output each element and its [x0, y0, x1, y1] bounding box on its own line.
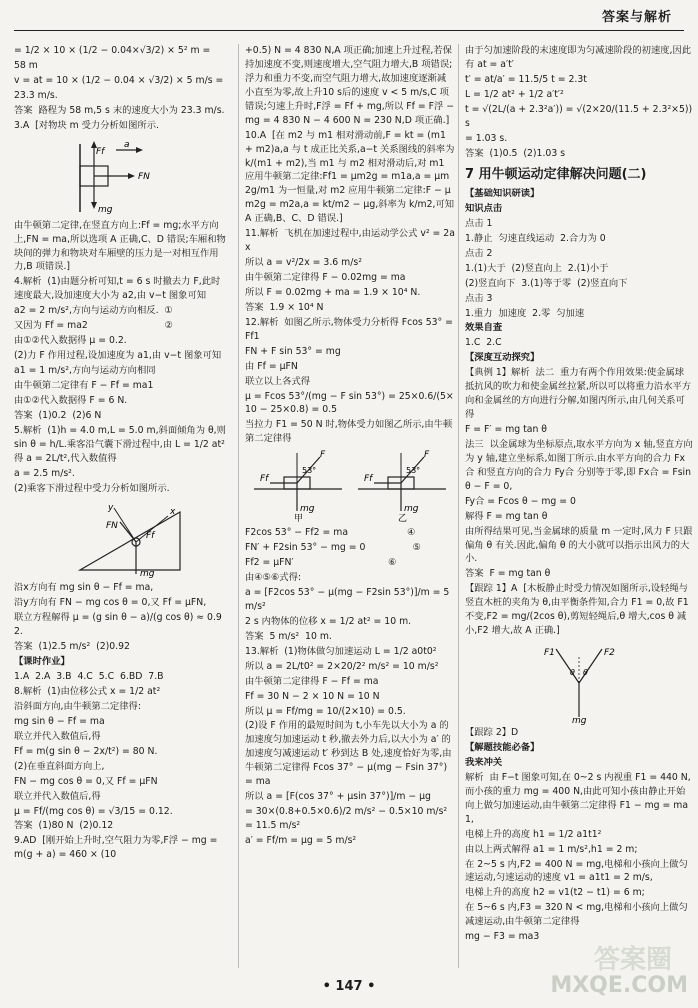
text-line: 所以 a = [F(cos 37° + μsin 37°)]/m − μg [245, 791, 431, 803]
text-line: = 1.03 s. [465, 132, 508, 144]
label-y: y [108, 503, 114, 514]
text-line: 沿斜面方向,由牛顿第二定律得: [14, 700, 141, 712]
text-line: 所以 a = v²/2x = 3.6 m/s² [245, 257, 362, 269]
kite-force-diagram [534, 641, 624, 727]
text-line: 由①②代入数据得 μ = 0.2. [14, 335, 127, 347]
text-line: (2)在垂直斜面方向上, [14, 760, 105, 772]
label-fn: FN [106, 521, 118, 532]
text-line: 效果自查 [465, 322, 503, 334]
text-line: 2 s 内物体的位移 x = 1/2 at² = 10 m. [245, 615, 412, 627]
text-line: 沿x方向有 mg sin θ − Ff = ma, [14, 582, 154, 594]
text-line: a = 2.5 m/s². [14, 467, 75, 479]
text-line: 由所得结果可见,当金属球的质量 m 一定时,风力 F 只跟偏角 θ 有关.因此,偏角 θ 的大小就可以指示出风力的大小. [465, 525, 693, 565]
column-left [14, 44, 229, 968]
text-line: Ff = 30 N − 2 × 10 N = 10 N [245, 690, 380, 702]
example-1: 【典例 1】解析 法二 重力有两个作用效果:使金属球抵抗风的吹力和使金属丝拉紧,所以可以将重力沿水平方向和金属丝的方向进行分解,如图丙所示,由几何关系可得 [465, 367, 692, 421]
text-line: a2 = 2 m/s²,方向与运动方向相反. ① [14, 305, 173, 317]
answer-line: 答案 5 m/s² 10 m. [245, 630, 332, 642]
text-line: 在 5~6 s 内,F3 = 320 N < mg,电梯和小孩向上做匀减速运动,由牛顿第二定律得 [465, 902, 688, 928]
k-label-f2: F2 [604, 648, 615, 659]
text-line: a1 = 1 m/s²,方向与运动方向相同 [14, 365, 156, 376]
text-line: 联立以上各式得 [245, 375, 311, 387]
text-line: 联立并代入数值后,得 [14, 790, 101, 802]
label-a: a [124, 139, 130, 150]
text-line: = 1/2 × 10 × (1/2 − 0.04×√3/2) × 5² m = [14, 45, 211, 56]
text-line: 由以上两式解得 a1 = 1 m/s²,h1 = 2 m; [465, 843, 638, 855]
text-line: 点击 2 [465, 247, 493, 259]
answer-line: 答案 (1)0.2 (2)6 N [14, 409, 102, 421]
text-line: +0.5) N = 4 830 N,A 项正确;加速上升过程,若保持加速度不变,则速度增大,空气阻力增大,B 项错误;浮力和重力不变,而空气阻力增大,故加速度逐渐减小直至为零,故上升10 s后的速度 v < 5 m/s,C 项错误;匀速上升时,F浮 = Ff + mg,所以 Ff = F浮 − mg = 4 830 N − 4 600 N = 230 N,D 项正确.] [245, 45, 457, 126]
problem-12: 12.解析 如图乙所示,物体受力分析得 Fcos 53° = Ff1 [245, 316, 456, 342]
ja-caption: 甲 [294, 514, 304, 525]
text-line: 知识点击 [465, 202, 503, 214]
text-line: 法三 以金属球为坐标原点,取水平方向为 x 轴,竖直方向为 y 轴,建立坐标系,如图丁所示.由水平方向的合力 Fx合 和竖直方向的合力 Fy合 分别等于零,即 Fx合 = Fsin θ − F = 0, [465, 438, 695, 492]
text-line: t′ = at/a′ = 11.5/5 t = 2.3t [465, 73, 587, 85]
answer-line: 答案 F = mg tan θ [465, 568, 551, 580]
text-line: (2)竖直向下 3.(1)等于零 (2)竖直向下 [465, 277, 628, 289]
text-line: t = √(2L/(a + 2.3²a′)) = √(2×20/(11.5 + 2.3²×5)) s [465, 103, 696, 129]
text-line: 1.静止 匀速直线运动 2.合力为 0 [465, 232, 606, 244]
text-line: 电梯上升的高度 h2 = v1(t2 − t1) = 6 m; [465, 887, 645, 899]
problem-4: 4.解析 (1)由题分析可知,t = 6 s 时撤去力 F,此时速度最大,设加速度大小为 a2,由 v−t 图象可知 [14, 276, 221, 302]
label-ff: Ff [96, 146, 105, 157]
text-line: FN′ + F2sin 53° − mg = 0 ⑤ [245, 542, 422, 554]
text-line: 沿y方向有 FN − mg cos θ = 0,又 Ff = μFN, [14, 597, 207, 609]
text-line: FN + F sin 53° = mg [245, 345, 341, 357]
answer-line: 答案 路程为 58 m,5 s 末的速度大小为 23.3 m/s. [14, 104, 225, 116]
text-line: 联立方程解得 μ = (g sin θ − a)/(g cos θ) ≈ 0.92. [14, 612, 222, 638]
watermark-logo: 答案圈 [593, 945, 672, 975]
text-line: 解得 F = mg tan θ [465, 510, 548, 522]
answer-line: 答案 1.9 × 10⁴ N [245, 301, 324, 313]
page-header [0, 0, 698, 34]
yi-label-mg: mg [404, 504, 419, 515]
follow-up-1: 【跟踪 1】A [木板静止时受力情况如图所示,设轻绳与竖直木桩的夹角为 θ,由平衡条件知,合力 F1 = 0,故 F1 不变,F2 = mg/(2cos θ),剪短轻绳后,θ 增大,cos θ 减小,F2 增大,故 A 正确.] [465, 583, 692, 637]
yi-label-angle: 53° [406, 466, 421, 476]
text-line: 1.(1)大于 (2)竖直向上 2.(1)小于 [465, 262, 609, 274]
problem-10: 10.A [在 m2 与 m1 相对滑动前,F = kt = (m1 + m2)a,a 与 t 成正比关系,a−t 关系图线的斜率为 k/(m1 + m2),当 m1 与 m2 相对滑动后,对 m1 应用牛顿第二定律:Ff1 = μm2g = m1a,a = μm2g/m1 为一恒量,对 m2 应用牛顿第二定律:F − μm2g = m2a,a = kt/m2 − μg,斜率为 k/m2,可知 A 正确,B、C、D 错误.] [245, 129, 458, 225]
ja-label-angle: 53° [302, 466, 317, 476]
page-number: • 147 • [322, 978, 376, 994]
text-line: 当拉力 F1 = 50 N 时,物体受力如图乙所示,由牛顿第二定律得 [245, 419, 453, 445]
text-line: 由牛顿第二定律得 F − Ff = ma [245, 675, 379, 687]
text-line: 1.A 2.A 3.B 4.C 5.C 6.BD 7.B [14, 671, 164, 683]
k-label-f1: F1 [544, 648, 555, 659]
text-line: a = [F2cos 53° − μ(mg − F2sin 53°)]/m = 5 m/s² [245, 587, 453, 612]
k-label-theta1: θ [570, 668, 575, 678]
yi-label-ff: Ff [364, 474, 373, 485]
text-line: 1.重力 加速度 2.零 匀加速 [465, 307, 585, 319]
text-line: 所以 F = 0.02mg + ma = 1.9 × 10⁴ N. [245, 286, 421, 298]
text-line: Ff2 = μFN′ ⑥ [245, 557, 397, 569]
text-line: 由①②代入数据得 F = 6 N. [14, 394, 128, 406]
k-label-mg: mg [572, 716, 587, 727]
label-mg: mg [140, 569, 155, 580]
answer-line: 答案 (1)2.5 m/s² (2)0.92 [14, 641, 130, 653]
text-line: 由牛顿第二定律有 F − Ff = ma1 [14, 379, 154, 391]
text-line: 联立并代入数值后,得 [14, 730, 101, 742]
header-title: 答案与解析 [601, 10, 672, 25]
text-line: = 30×(0.8+0.5×0.6)/2 m/s² − 0.5×10 m/s² = 11.5 m/s² [245, 806, 451, 831]
section-heading: 【课时作业】 [14, 656, 70, 668]
text-line: 所以 a = 2L/t0² = 2×20/2² m/s² = 10 m/s² [245, 660, 439, 672]
problem-5: 5.解析 (1)h = 4.0 m,L = 5.0 m,斜面倾角为 θ,则 sin θ = h/L.乘客沿气囊下滑过程中,由 L = 1/2 at² 得 a = 2L/t²,代入数值得 [14, 424, 229, 464]
text-line: Fy合 = Fcos θ − mg = 0 [465, 495, 576, 507]
text-line: 解析 由 F−t 图象可知,在 0~2 s 内视重 F1 = 440 N,而小孩的重力 mg = 400 N,由此可知小孩由静止开始向上做匀加速运动,由牛顿第二定律得 F1 − mg = ma1, [465, 771, 691, 825]
k-label-theta2: θ [583, 668, 588, 678]
problem-11: 11.解析 飞机在加速过程中,由运动学公式 v² = 2ax [245, 228, 455, 254]
text-line: 由牛顿第二定律,在竖直方向上:Ff = mg;水平方向上,FN = ma,所以选项 A 正确,C、D 错误;车厢和物块间的弹力和物块对车厢壁的压力是一对相互作用力,B 项错误.] [14, 219, 226, 273]
text-line: 点击 1 [465, 217, 493, 229]
yi-label-f: F [424, 450, 430, 461]
text-line: F = F′ = mg tan θ [465, 424, 547, 435]
text-line: 电梯上升的高度 h1 = 1/2 a1t1² [465, 828, 602, 840]
label-fn: FN [138, 171, 150, 182]
text-line: μ = Fcos 53°/(mg − F sin 53°) = 25×0.6/(5×10 − 25×0.8) = 0.5 [245, 390, 454, 416]
text-line: μ = Ff/(mg cos θ) = √3/15 = 0.12. [14, 805, 173, 817]
subsection-heading: 【基础知识研读】 [465, 188, 540, 199]
header-rule [14, 30, 684, 31]
incline-force-diagram [50, 498, 190, 578]
problem-3: 3.A [对物块 m 受力分析如图所示. [14, 119, 159, 131]
problem-13: 13.解析 (1)物体做匀加速运动 L = 1/2 a0t0² [245, 645, 437, 657]
answer-line: 答案 (1)80 N (2)0.12 [14, 820, 114, 832]
block-force-diagram [60, 136, 180, 216]
text-line: 1.C 2.C [465, 337, 502, 349]
answer-line: 答案 (1)0.5 (2)1.03 s [465, 147, 566, 159]
text-line: 由④⑤⑥式得: [245, 572, 302, 584]
text-line: 在 2~5 s 内,F2 = 400 N = mg,电梯和小孩向上做匀速运动,匀速运动的速度 v1 = a1t1 = 2 m/s, [465, 858, 688, 884]
text-line: 所以 μ = Ff/mg = 10/(2×10) = 0.5. [245, 705, 406, 717]
text-line: (2)力 F 作用过程,设加速度为 a1,由 v−t 图象可知 [14, 350, 222, 362]
subsection-heading: 【深度互动探究】 [465, 352, 540, 364]
text-line: 23.3 m/s. [14, 89, 58, 101]
text-line: v = at = 10 × (1/2 − 0.04 × √3/2) × 5 m/s = [14, 74, 224, 86]
label-mg: mg [98, 204, 113, 215]
text-line: 点击 3 [465, 292, 493, 304]
text-line: mg − F3 = ma3 [465, 931, 540, 943]
label-ff: Ff [146, 531, 155, 542]
text-line: (2)乘客下滑过程中受力分析如图所示. [14, 482, 170, 494]
text-line: (2)设 F 作用的最短时间为 t,小车先以大小为 a 的加速度匀加速运动 t 秒,撤去外力后,以大小为 a′ 的加速度匀减速运动 t′ 秒到达 B 处,速度恰好为零,由牛顿第二定律得 Fcos 37° − μ(mg − Fsin 37°) = ma [245, 720, 452, 788]
text-line: 由 Ff = μFN [245, 360, 298, 372]
text-line: F2cos 53° − Ff2 = ma ④ [245, 527, 416, 539]
text-line: a′ = Ff/m = μg = 5 m/s² [245, 834, 357, 846]
column-right [458, 44, 696, 968]
text-line: L = 1/2 at² + 1/2 a′t′² [465, 88, 564, 100]
yi-caption: 乙 [398, 514, 408, 525]
problem-8: 8.解析 (1)由位移公式 x = 1/2 at² [14, 686, 161, 697]
text-line: 58 m [14, 59, 38, 71]
section-title: 7 用牛顿运动定律解决问题(二) [465, 166, 647, 182]
text-line: 又因为 Ff = ma2 ② [14, 320, 174, 332]
text-line: Ff = m(g sin θ − 2x/t²) = 80 N. [14, 745, 158, 757]
column-middle [238, 44, 458, 968]
ja-label-mg: mg [300, 504, 315, 515]
ja-label-ff: Ff [260, 474, 269, 485]
text-line: 由牛顿第二定律得 F − 0.02mg = ma [245, 272, 406, 283]
text-line: 由于匀加速阶段的末速度即为匀减速阶段的初速度,因此有 at = a′t′ [465, 45, 692, 70]
label-x: x [170, 507, 176, 518]
problem-9: 9.AD [刚开始上升时,空气阻力为零,F浮 − mg = m(g + a) = 460 × (10 [14, 835, 221, 861]
ja-label-f: F [320, 450, 326, 461]
text-line: FN − mg cos θ = 0,又 Ff = μFN [14, 775, 158, 787]
text-line: mg sin θ − Ff = ma [14, 715, 105, 727]
diagram-jia-yi [250, 449, 450, 523]
follow-up-2: 【跟踪 2】D [465, 727, 519, 739]
watermark-url: MXQE.COM [550, 973, 688, 998]
text-line: 我来冲关 [465, 756, 503, 768]
subsection-heading: 【解题技能必备】 [465, 742, 540, 753]
